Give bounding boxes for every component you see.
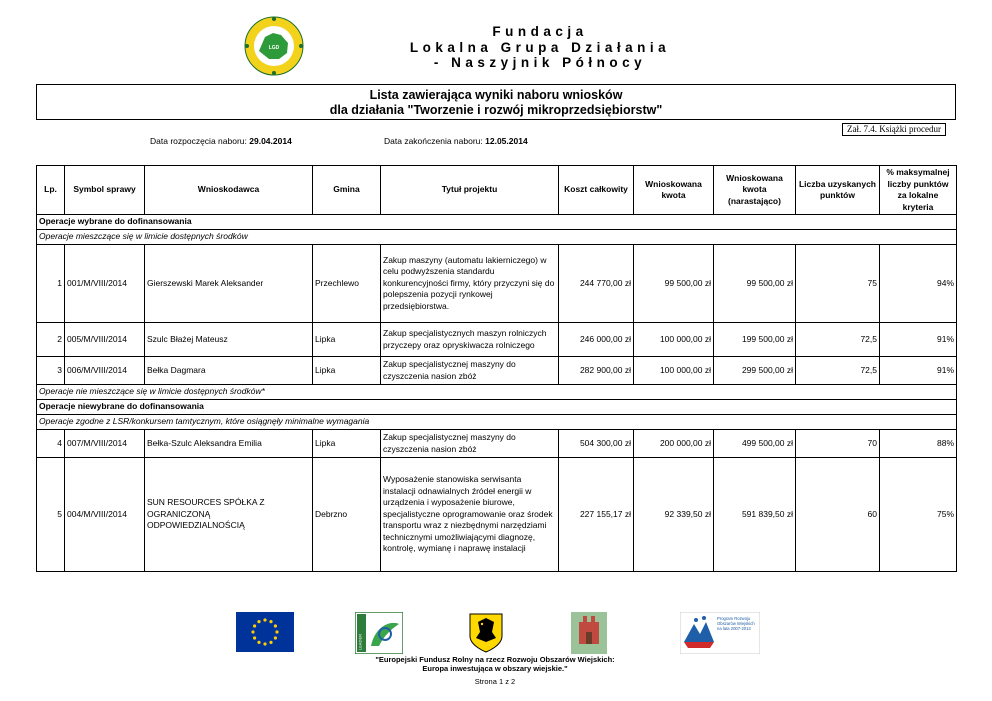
cell-gmina: Lipka <box>313 430 381 458</box>
cell-applicant: Bełka Dagmara <box>145 357 313 385</box>
header-title: Tytuł projektu <box>381 166 559 215</box>
cell-title: Zakup specjalistycznej maszyny do czyszczenia nasion zbóż <box>381 430 559 458</box>
cell-gmina: Przechlewo <box>313 245 381 323</box>
cell-total-cost: 227 155,17 zł <box>559 458 634 572</box>
cell-title: Wyposażenie stanowiska serwisanta instalacji odnawialnych źródeł energii w urządzenia i wyposażenie biurowe, specjalistyczne oprogramowanie oraz środek transportu wraz z niezbędnymi narzędziami technicznymi umożliwiającymi diagnozę, kontrolę, wymianę i naprawę instalacji <box>381 458 559 572</box>
header-applicant: Wnioskodawca <box>145 166 313 215</box>
cell-symbol: 004/M/VIII/2014 <box>65 458 145 572</box>
reference-stamp: Zał. 7.4. Książki procedur <box>842 123 946 136</box>
cell-points: 60 <box>796 458 880 572</box>
cell-applicant: Gierszewski Marek Aleksander <box>145 245 313 323</box>
table-header-row <box>37 166 957 215</box>
cell-requested: 200 000,00 zł <box>634 430 714 458</box>
section-selected: Operacje wybrane do dofinansowania <box>37 215 957 230</box>
cell-percent: 75% <box>880 458 957 572</box>
cell-requested: 99 500,00 zł <box>634 245 714 323</box>
table-row <box>37 323 957 357</box>
cell-symbol: 005/M/VIII/2014 <box>65 323 145 357</box>
cell-total-cost: 282 900,00 zł <box>559 357 634 385</box>
eu-flag-icon <box>236 612 294 657</box>
cell-lp: 3 <box>37 357 65 385</box>
subsection-within-limit: Operacje mieszczące się w limicie dostępnych środków <box>37 230 957 245</box>
pomorskie-coat-of-arms-icon <box>468 612 504 659</box>
document-title-line-2: dla działania "Tworzenie i rozwój mikroprzedsiębiorstw" <box>329 103 663 117</box>
end-date-label: Data zakończenia naboru: <box>384 136 483 146</box>
cell-gmina: Lipka <box>313 357 381 385</box>
logo-label: LGD <box>268 45 280 51</box>
leader-text: LEADER <box>357 633 363 650</box>
organization-title <box>380 24 700 71</box>
cell-requested-cumulative: 299 500,00 zł <box>714 357 796 385</box>
cell-lp: 2 <box>37 323 65 357</box>
lgd-logo <box>243 15 305 77</box>
section-not-selected: Operacje niewybrane do dofinansowania <box>37 400 957 415</box>
cell-requested: 100 000,00 zł <box>634 357 714 385</box>
prow-logo <box>680 612 760 659</box>
cell-applicant: Szulc Błażej Mateusz <box>145 323 313 357</box>
cell-requested-cumulative: 99 500,00 zł <box>714 245 796 323</box>
section-row <box>37 400 957 415</box>
header-total-cost: Koszt całkowity <box>559 166 634 215</box>
fund-slogan <box>330 655 660 673</box>
cell-total-cost: 504 300,00 zł <box>559 430 634 458</box>
cell-percent: 91% <box>880 323 957 357</box>
fund-slogan-line-1: "Europejski Fundusz Rolny na rzecz Rozwoju Obszarów Wiejskich: <box>375 655 615 664</box>
cell-requested-cumulative: 499 500,00 zł <box>714 430 796 458</box>
cell-total-cost: 246 000,00 zł <box>559 323 634 357</box>
header-requested: Wnioskowana kwota <box>634 166 714 215</box>
table-row <box>37 430 957 458</box>
org-line-3: - Naszyjnik Północy <box>433 55 647 70</box>
cell-lp: 5 <box>37 458 65 572</box>
cell-applicant: Bełka-Szulc Aleksandra Emilia <box>145 430 313 458</box>
cell-points: 70 <box>796 430 880 458</box>
start-date <box>150 136 292 146</box>
subsection-outside-limit: Operacje nie mieszczące się w limicie dostępnych środków* <box>37 385 957 400</box>
cell-symbol: 006/M/VIII/2014 <box>65 357 145 385</box>
cell-points: 72,5 <box>796 323 880 357</box>
cell-percent: 94% <box>880 245 957 323</box>
cell-lp: 4 <box>37 430 65 458</box>
org-line-1: Fundacja <box>492 24 588 39</box>
cell-requested-cumulative: 591 839,50 zł <box>714 458 796 572</box>
org-line-2: Lokalna Grupa Działania <box>409 39 671 55</box>
header-lp: Lp. <box>37 166 65 215</box>
cell-symbol: 007/M/VIII/2014 <box>65 430 145 458</box>
subsection-row <box>37 230 957 245</box>
end-date-value: 12.05.2014 <box>485 136 528 146</box>
county-coat-of-arms-icon <box>571 612 607 659</box>
cell-points: 75 <box>796 245 880 323</box>
header-symbol: Symbol sprawy <box>65 166 145 215</box>
table-row <box>37 245 957 323</box>
prow-text: Program Rozwoju Obszarów Wiejskich na lata 2007-2013 <box>717 616 755 631</box>
cell-percent: 91% <box>880 357 957 385</box>
results-table <box>36 165 957 572</box>
cell-applicant: SUN RESOURCES SPÓŁKA Z OGRANICZONĄ ODPOWIEDZIALNOŚCIĄ <box>145 458 313 572</box>
cell-total-cost: 244 770,00 zł <box>559 245 634 323</box>
header-points: Liczba uzyskanych punktów <box>796 166 880 215</box>
document-title-line-1: Lista zawierająca wyniki naboru wniosków <box>369 88 623 102</box>
cell-requested-cumulative: 199 500,00 zł <box>714 323 796 357</box>
header-requested-cumulative: Wnioskowana kwota (narastająco) <box>714 166 796 215</box>
section-row <box>37 215 957 230</box>
subsection-row <box>37 385 957 400</box>
cell-requested: 92 339,50 zł <box>634 458 714 572</box>
cell-points: 72,5 <box>796 357 880 385</box>
page-number: Strona 1 z 2 <box>474 677 516 686</box>
end-date <box>384 136 528 146</box>
cell-title: Zakup maszyny (automatu lakierniczego) w celu podwyższenia standardu konkurencyjności firmy, który przyczyni się do polepszenia pozycji rynkowej przedsiębiorstwa. <box>381 245 559 323</box>
leader-logo <box>355 612 403 659</box>
footer-logos <box>0 612 992 654</box>
fund-slogan-line-2: Europa inwestująca w obszary wiejskie." <box>422 664 568 673</box>
cell-requested: 100 000,00 zł <box>634 323 714 357</box>
subsection-row <box>37 415 957 430</box>
header-gmina: Gmina <box>313 166 381 215</box>
cell-title: Zakup specjalistycznych maszyn rolniczych przyczepy oraz opryskiwacza rolniczego <box>381 323 559 357</box>
cell-percent: 88% <box>880 430 957 458</box>
cell-gmina: Debrzno <box>313 458 381 572</box>
start-date-value: 29.04.2014 <box>249 136 292 146</box>
start-date-label: Data rozpoczęcia naboru: <box>150 136 247 146</box>
table-row <box>37 357 957 385</box>
document-title-box <box>36 84 956 120</box>
cell-lp: 1 <box>37 245 65 323</box>
cell-gmina: Lipka <box>313 323 381 357</box>
header-percent: % maksymalnej liczby punktów za lokalne kryteria <box>880 166 957 215</box>
cell-title: Zakup specjalistycznej maszyny do czyszczenia nasion zbóż <box>381 357 559 385</box>
cell-symbol: 001/M/VIII/2014 <box>65 245 145 323</box>
subsection-compliant: Operacje zgodne z LSR/konkursem tamtycznym, które osiągnęły minimalne wymagania <box>37 415 957 430</box>
table-row <box>37 458 957 572</box>
